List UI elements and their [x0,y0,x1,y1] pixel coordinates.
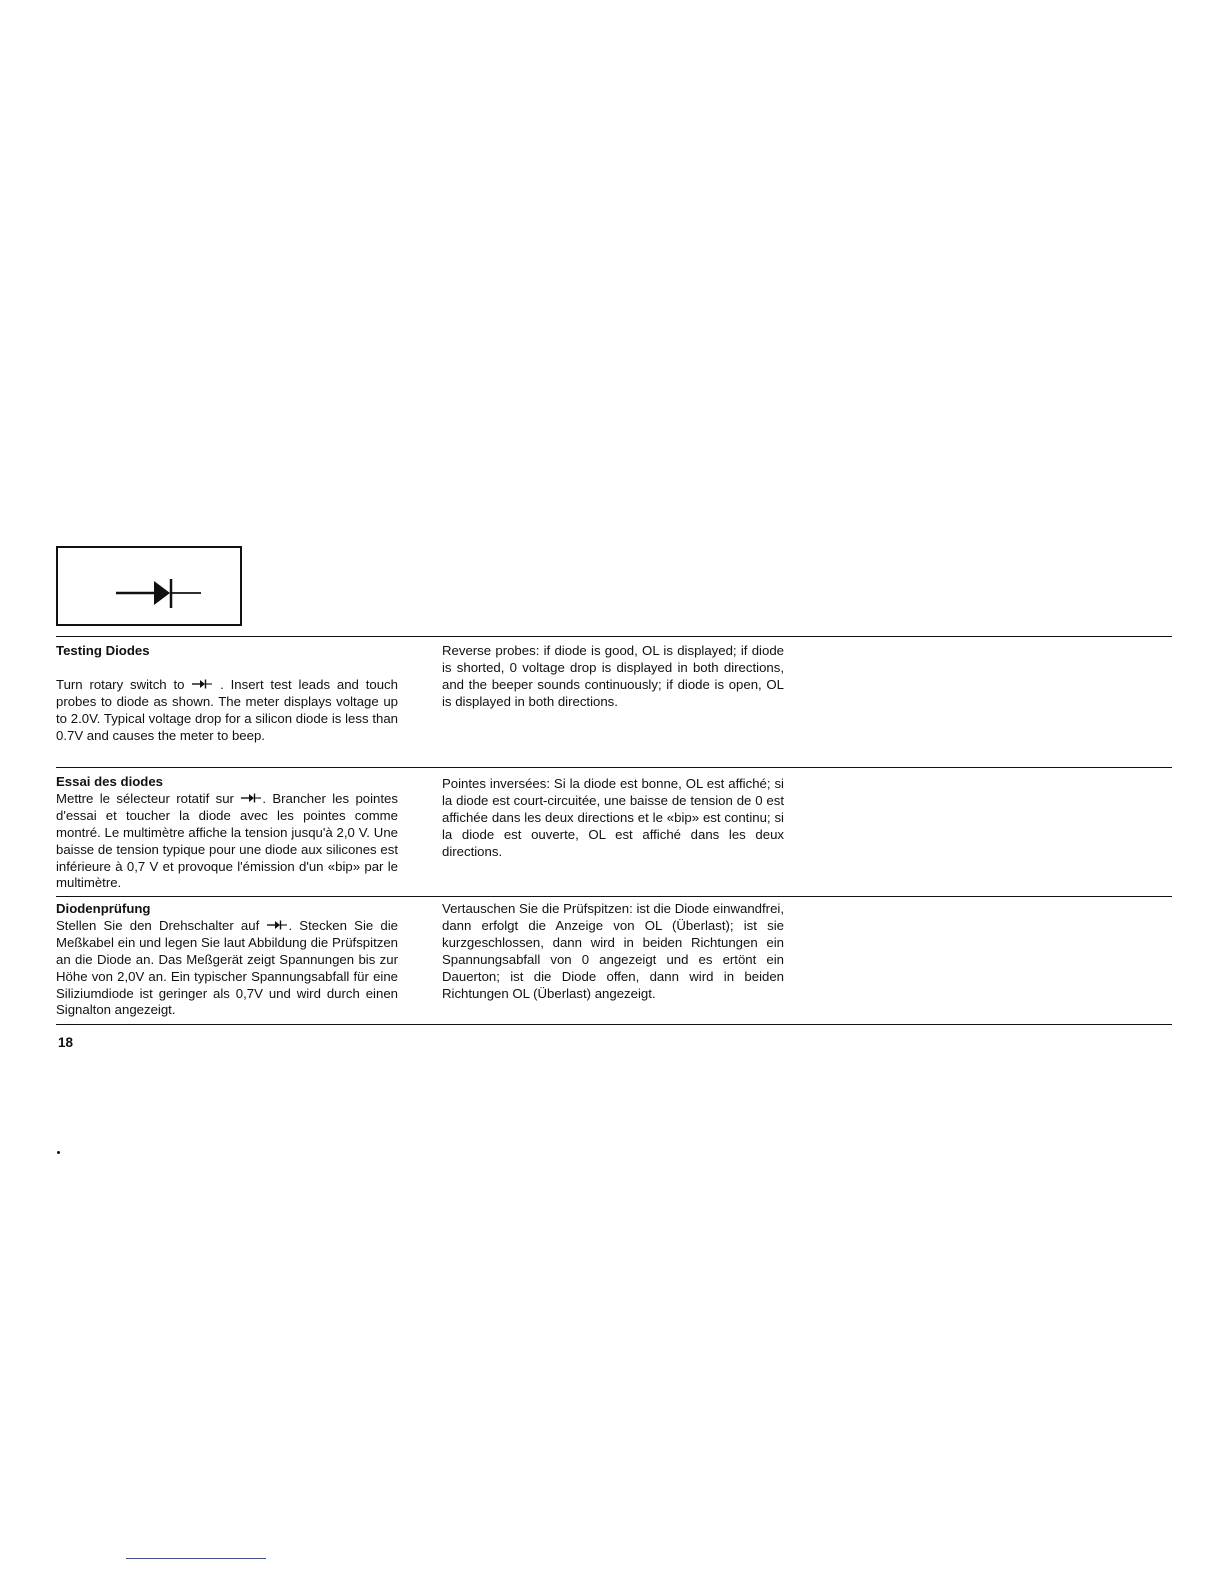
diode-symbol-box [56,546,242,626]
english-paragraph-1 [56,677,398,745]
rule-bottom [56,1024,1172,1025]
rule-french-german [56,896,1172,897]
english-left-column [56,643,398,744]
text-span: . Stecken Sie die Meßkabel ein und legen Sie laut Abbildung die Prüfspitzen an die Diode an. Das Meßgerät zeigt Spannungen bis zur Höhe von 2,0V an. Ein typischer Spannungsabfall für eine Siliziumdiode ist geringer als 0,7V und wird durch einen Signalton angezeigt. [56,917,399,1018]
german-paragraph-2: Vertauschen Sie die Prüfspitzen: ist die Diode einwandfrei, dann erfolgt die Anzeige von OL (Überlast); ist sie kurzgeschlossen, dann wird in beiden Richtungen ein Spannungsabfall von 0 angezeigt und es ertönt ein Dauerton; ist die Diode offen, dann wird in beiden Richtungen OL (Überlast) angezeigt. [442,901,784,1001]
french-right-column [442,776,784,861]
text-span: . Brancher les pointes d'essai et toucher la diode avec les pointes comme montré. Le multimètre affiche la tension jusqu'à 2,0 V. Une baisse de tension typique pour une diode aux silicones est inférieure à 0,7 V et provoque l'émission d'un «bip» par le multimètre. [56,790,398,891]
section-heading: Testing Diodes [56,643,150,658]
rule-top [56,636,1172,637]
english-right-column [442,643,784,711]
page-number: 18 [58,1035,74,1050]
french-left-column [56,774,398,892]
rule-english-french [56,767,1172,768]
text-span: . Insert test leads and touch probes to diode as shown. The meter displays voltage up to 2.0V. Typical voltage drop for a silicon diode is less than 0.7V and causes the meter to beep. [56,676,398,743]
diode-symbol-icon [58,548,240,624]
footer-line [126,1558,266,1559]
french-paragraph-2: Pointes inversées: Si la diode est bonne, OL est affiché; si la diode est court-circuitée, une baisse de tension de 0 est affichée dans les deux directions et le «bip» est continu; si la diode est ouverte, OL est affiché dans les deux directions. [442,776,784,859]
diode-symbol-icon [191,678,213,690]
section-heading: Diodenprüfung [56,901,151,916]
scan-speck [57,1151,60,1154]
text-span: Stellen Sie den Drehschalter auf [56,917,267,933]
english-paragraph-2: Reverse probes: if diode is good, OL is displayed; if diode is shorted, 0 voltage drop is displayed in both directions, and the beeper sounds continuously; if diode is open, OL is displayed in both directions. [442,643,784,709]
text-span: Turn rotary switch to [56,676,192,692]
section-heading: Essai des diodes [56,774,164,789]
german-paragraph-1 [56,918,398,1019]
german-right-column [442,901,784,1002]
german-left-column [56,901,398,1019]
french-paragraph-1 [56,791,398,892]
diode-symbol-icon [240,792,262,804]
text-span: Mettre le sélecteur rotatif sur [56,790,241,806]
diode-symbol-icon [266,919,288,931]
